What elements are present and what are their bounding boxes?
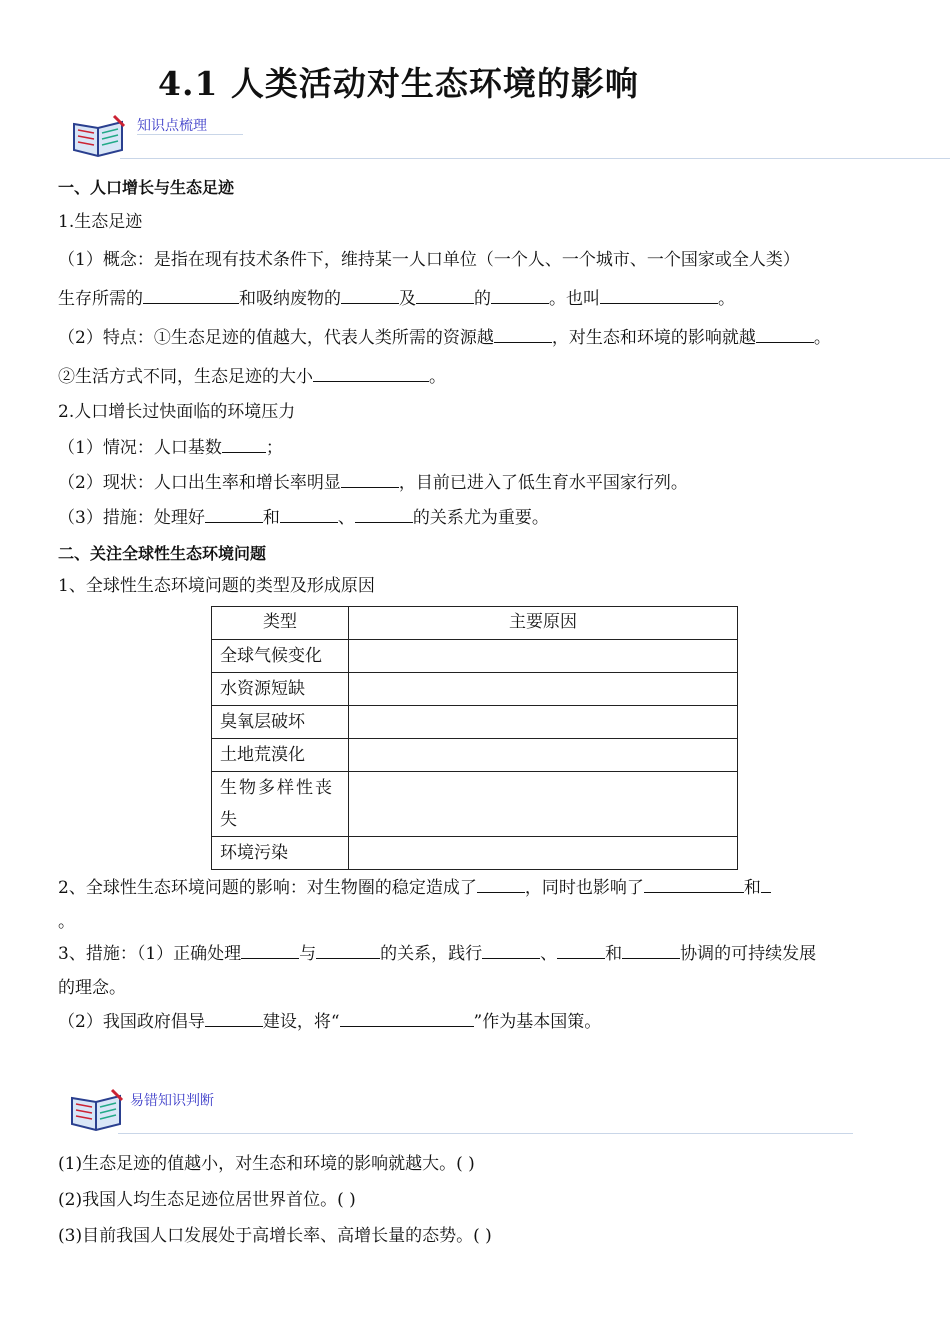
- impact-line: 2、全球性生态环境问题的影响：对生物圈的稳定造成了 ，同时也影响了 和: [58, 876, 771, 900]
- feature-line-b: ②生活方式不同，生态足迹的大小 。: [58, 367, 446, 387]
- cause-cell[interactable]: [349, 772, 738, 837]
- fill-blank[interactable]: [205, 506, 263, 523]
- part1-sub1: 1.生态足迹: [58, 212, 143, 232]
- fill-blank[interactable]: [761, 876, 771, 893]
- fill-blank[interactable]: [241, 942, 299, 959]
- table-header-row: [212, 607, 738, 640]
- section-label-knowledge: 知识点梳理: [137, 118, 207, 134]
- cause-cell[interactable]: [349, 640, 738, 673]
- fill-blank[interactable]: [340, 1010, 474, 1027]
- fill-blank[interactable]: [280, 506, 338, 523]
- table-header: 主要原因: [349, 607, 738, 640]
- concept-line-a: （1）概念：是指在现有技术条件下，维持某一人口单位（一个人、一个城市、一个国家或全人类）: [58, 250, 800, 270]
- fill-blank[interactable]: [600, 287, 718, 304]
- feature-line-a: （2）特点：①生态足迹的值越大，代表人类所需的资源越 ，对生态和环境的影响就越 。: [58, 328, 831, 348]
- fill-blank[interactable]: [477, 876, 525, 893]
- fill-blank[interactable]: [416, 287, 474, 304]
- fill-blank[interactable]: [143, 287, 239, 304]
- part1-sub2: 2.人口增长过快面临的环境压力: [58, 402, 296, 422]
- judgment-item: (2)我国人均生态足迹位居世界首位。( ): [58, 1190, 356, 1210]
- measures-line-b: 的理念。: [58, 978, 126, 998]
- fill-blank[interactable]: [494, 326, 552, 343]
- book-icon: [70, 114, 126, 158]
- section-divider: [118, 1133, 853, 1134]
- judgment-item: (1)生态足迹的值越小，对生态和环境的影响就越大。( ): [58, 1154, 475, 1174]
- cause-cell[interactable]: [349, 739, 738, 772]
- part1-heading: 一、人口增长与生态足迹: [58, 178, 235, 197]
- fill-blank[interactable]: [644, 876, 744, 893]
- table-row: [212, 837, 738, 870]
- problem-type-cell: 全球气候变化: [212, 640, 349, 673]
- fill-blank[interactable]: [482, 942, 540, 959]
- section-label-mistakes: 易错知识判断: [130, 1093, 214, 1109]
- fill-blank[interactable]: [622, 942, 680, 959]
- judgment-item: (3)目前我国人口发展处于高增长率、高增长量的态势。( ): [58, 1226, 492, 1246]
- measures-line-c: （2）我国政府倡导 建设，将“ ”作为基本国策。: [58, 1012, 602, 1032]
- cause-cell[interactable]: [349, 673, 738, 706]
- part2-heading: 二、关注全球性生态环境问题: [58, 544, 267, 563]
- concept-line-b: 生存所需的 和吸纳废物的 及 的 。也叫 。: [58, 289, 735, 309]
- label-underline: [137, 134, 243, 135]
- problem-type-cell: 土地荒漠化: [212, 739, 349, 772]
- section-divider: [120, 158, 950, 159]
- fill-blank[interactable]: [756, 326, 814, 343]
- cause-cell[interactable]: [349, 706, 738, 739]
- problem-table: [211, 606, 738, 870]
- fill-blank[interactable]: [316, 942, 380, 959]
- table-row: [212, 673, 738, 706]
- fill-blank[interactable]: [557, 942, 605, 959]
- measures-line-a: 3、措施：（1）正确处理 与 的关系，践行 、 和 协调的可持续发展: [58, 944, 817, 964]
- fill-blank[interactable]: [222, 436, 266, 453]
- page-title: 4.1 人类活动对生态环境的影响: [158, 64, 639, 103]
- status-line: （2）现状：人口出生率和增长率明显 ，目前已进入了低生育水平国家行列。: [58, 473, 688, 493]
- measure-line: （3）措施：处理好 和 、 的关系尤为重要。: [58, 508, 549, 528]
- fill-blank[interactable]: [355, 506, 413, 523]
- problem-type-cell: 生物多样性丧失: [212, 772, 349, 837]
- fill-blank[interactable]: [205, 1010, 263, 1027]
- table-row: [212, 739, 738, 772]
- problem-type-cell: 臭氧层破坏: [212, 706, 349, 739]
- part2-sub1: 1、全球性生态环境问题的类型及形成原因: [58, 576, 375, 596]
- table-header: 类型: [212, 607, 349, 640]
- book-icon: [68, 1088, 124, 1132]
- fill-blank[interactable]: [491, 287, 549, 304]
- table-row: [212, 706, 738, 739]
- situation-line: （1）情况：人口基数 ；: [58, 438, 283, 458]
- problem-type-cell: 环境污染: [212, 837, 349, 870]
- fill-blank[interactable]: [341, 471, 399, 488]
- problem-type-cell: 水资源短缺: [212, 673, 349, 706]
- table-row: [212, 772, 738, 837]
- impact-line-end: 。: [58, 912, 75, 932]
- fill-blank[interactable]: [341, 287, 399, 304]
- cause-cell[interactable]: [349, 837, 738, 870]
- fill-blank[interactable]: [313, 365, 429, 382]
- table-row: [212, 640, 738, 673]
